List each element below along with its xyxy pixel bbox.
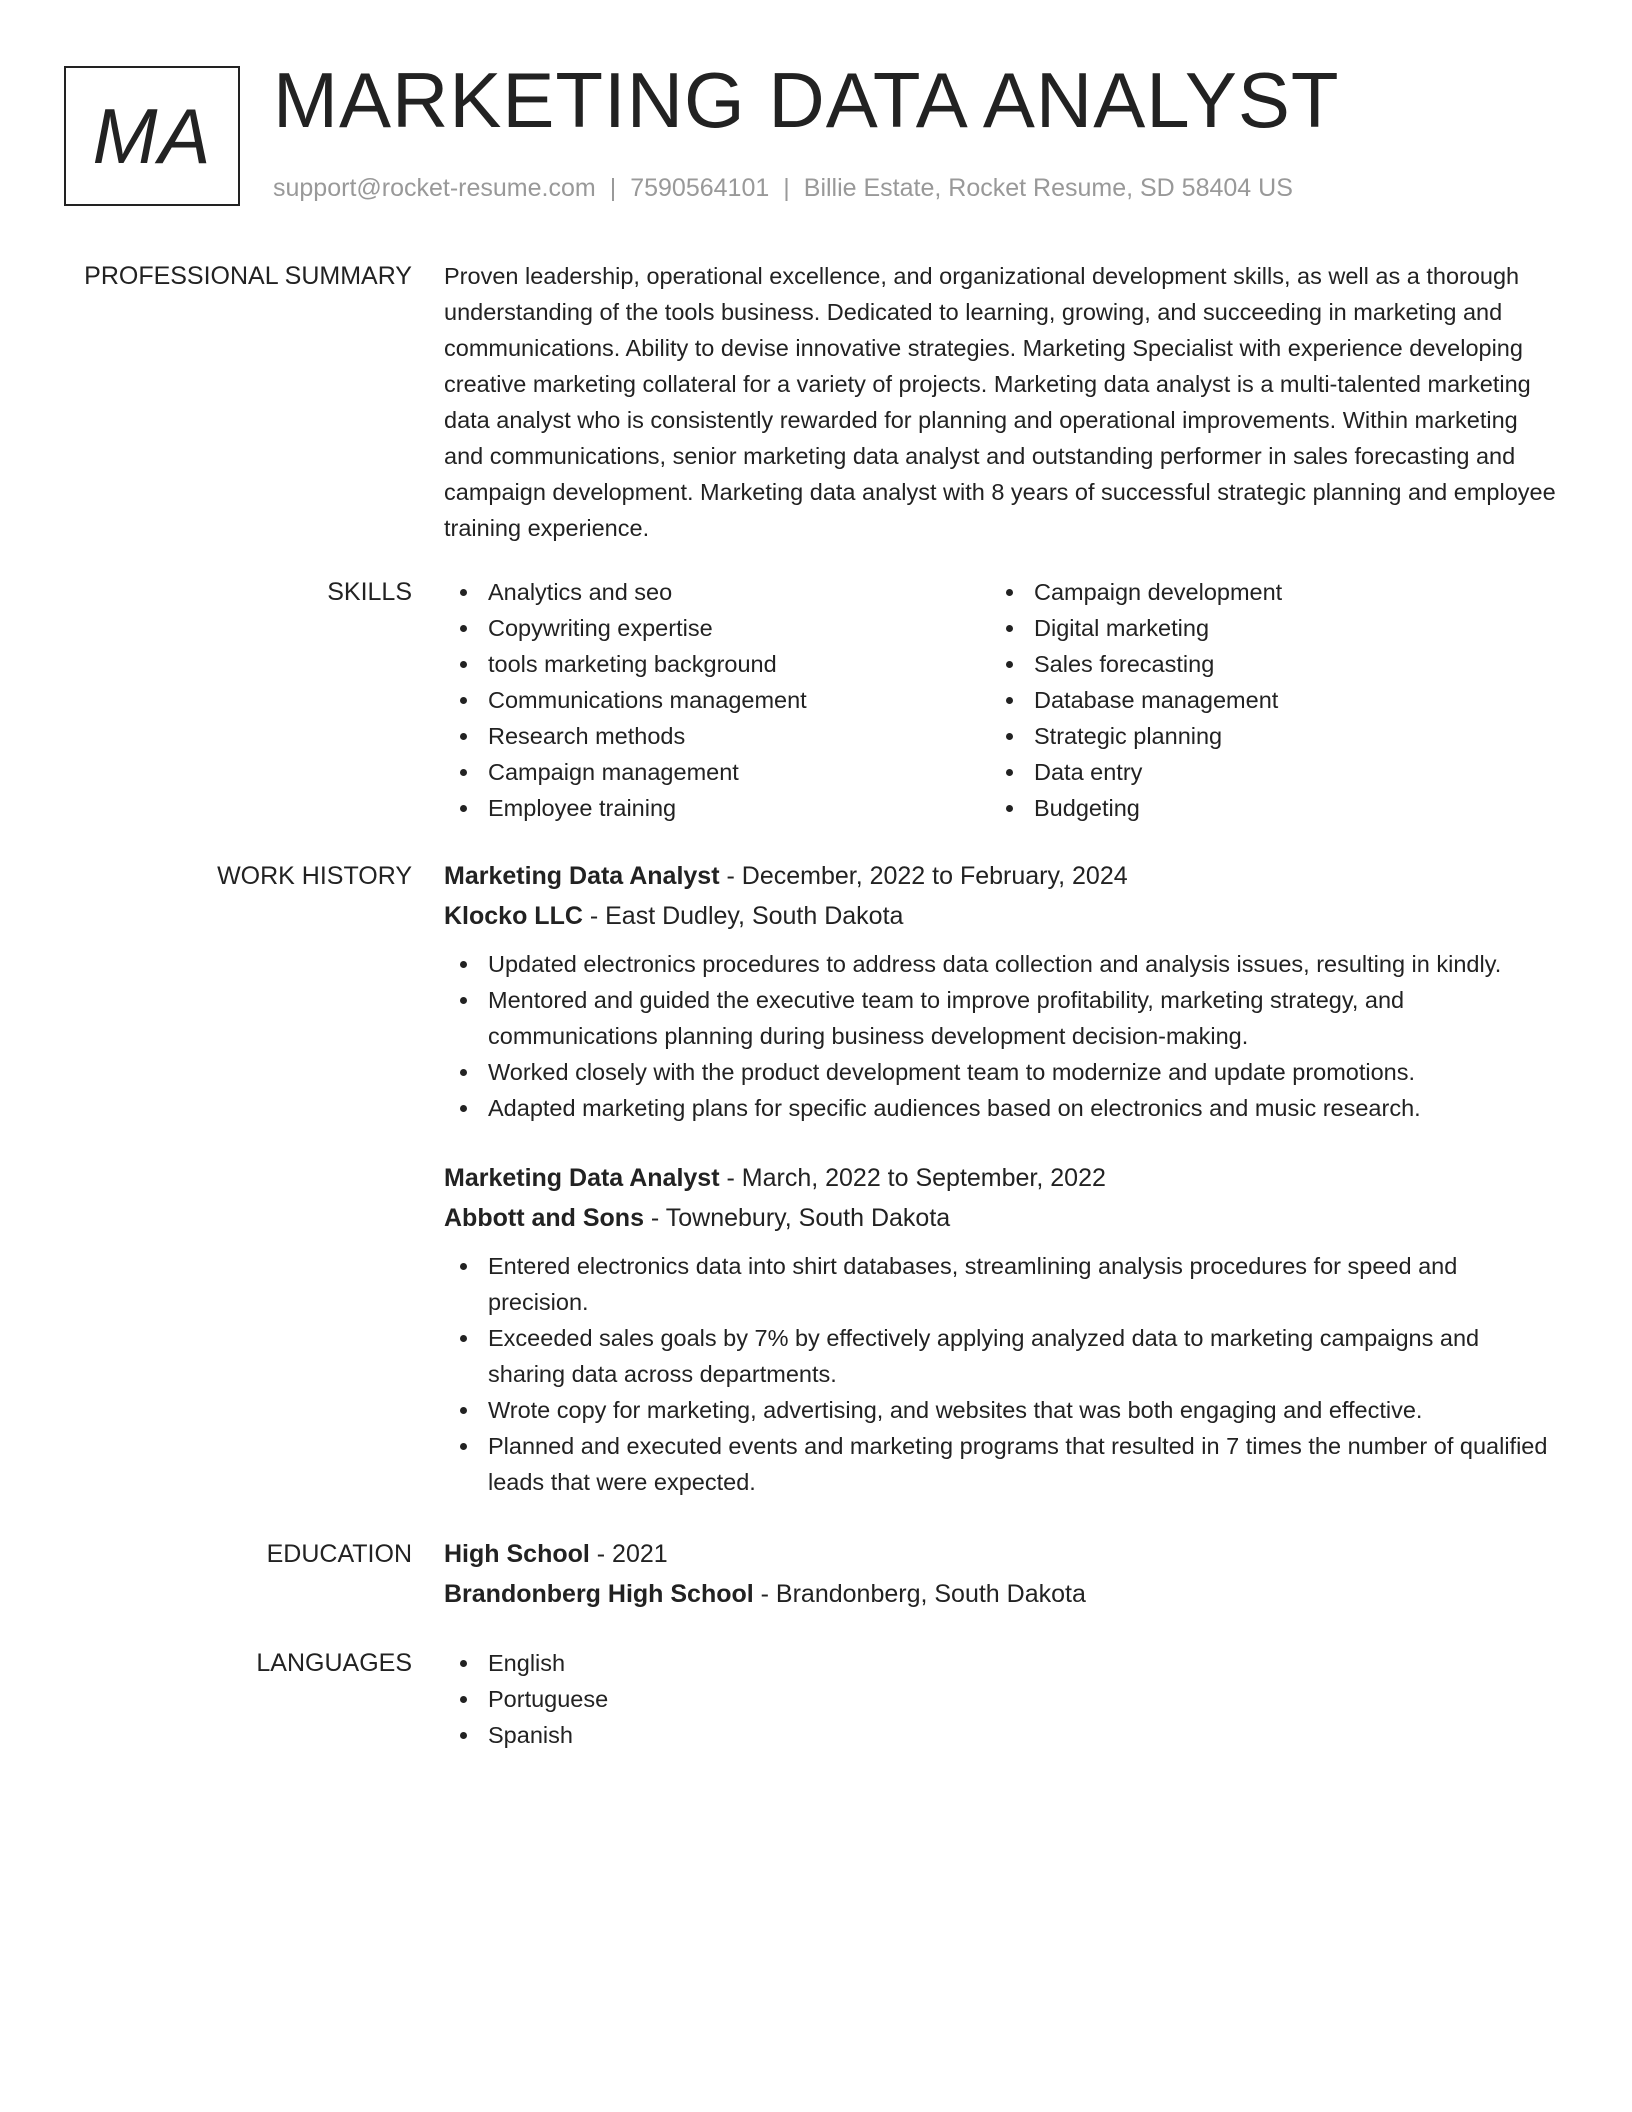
skill-item: Strategic planning [990, 718, 1536, 754]
skills-list-right [990, 574, 1536, 826]
job-bullet: Exceeded sales goals by 7% by effectively applying analyzed data to marketing campaigns and sharing data across departments. [444, 1320, 1556, 1392]
job-dates: - December, 2022 to February, 2024 [719, 862, 1128, 890]
summary-heading: PROFESSIONAL SUMMARY [84, 262, 412, 290]
job-entry [444, 1158, 1556, 1500]
education-school: Brandonberg High School [444, 1580, 754, 1608]
skill-item: Digital marketing [990, 610, 1536, 646]
job-dates: - March, 2022 to September, 2022 [719, 1164, 1106, 1192]
contact-line [273, 174, 1293, 203]
skill-item: Campaign management [444, 754, 990, 790]
skill-item: Data entry [990, 754, 1536, 790]
summary-body [444, 258, 1556, 546]
contact-separator: | [783, 174, 790, 202]
language-item: English [444, 1645, 1556, 1681]
job-bullet: Adapted marketing plans for specific audiences based on electronics and music research. [444, 1090, 1556, 1126]
job-company: Abbott and Sons [444, 1204, 644, 1232]
skill-item: tools marketing background [444, 646, 990, 682]
skill-item: Budgeting [990, 790, 1536, 826]
skills-list-left [444, 574, 990, 826]
education-location: - Brandonberg, South Dakota [753, 1580, 1086, 1608]
skills-body [444, 574, 1556, 826]
contact-separator: | [609, 174, 617, 202]
skill-item: Employee training [444, 790, 990, 826]
job-bullet: Mentored and guided the executive team to improve profitability, marketing strategy, and communications planning during business development decision-making. [444, 982, 1556, 1054]
work-history-body [444, 856, 1556, 1500]
job-location: - Townebury, South Dakota [643, 1204, 951, 1232]
education-degree: High School [444, 1540, 590, 1568]
job-bullet: Wrote copy for marketing, advertising, and websites that was both engaging and effective. [444, 1392, 1556, 1428]
education-body [444, 1534, 1556, 1614]
skill-item: Research methods [444, 718, 990, 754]
language-item: Spanish [444, 1717, 1556, 1753]
contact-address: Billie Estate, Rocket Resume, SD 58404 US [803, 174, 1293, 202]
education-year: - 2021 [589, 1540, 668, 1568]
monogram-initials: MA [92, 91, 212, 180]
contact-phone: 7590564101 [630, 174, 770, 202]
job-bullet: Entered electronics data into shirt databases, streamlining analysis procedures for speed and precision. [444, 1248, 1556, 1320]
job-title-line [444, 1158, 1556, 1198]
skills-heading: SKILLS [327, 578, 412, 606]
skills-column-right [990, 574, 1536, 826]
job-company-line [444, 896, 1556, 936]
work-history-heading: WORK HISTORY [217, 862, 412, 890]
job-bullets [444, 1248, 1556, 1500]
job-company: Klocko LLC [444, 902, 583, 930]
skill-item: Database management [990, 682, 1536, 718]
languages-body [444, 1645, 1556, 1753]
job-role: Marketing Data Analyst [444, 862, 720, 890]
job-bullets [444, 946, 1556, 1126]
skill-item: Sales forecasting [990, 646, 1536, 682]
skill-item: Copywriting expertise [444, 610, 990, 646]
languages-list [444, 1645, 1556, 1753]
language-item: Portuguese [444, 1681, 1556, 1717]
job-bullet: Planned and executed events and marketing programs that resulted in 7 times the number of qualified leads that were expected. [444, 1428, 1556, 1500]
contact-email: support@rocket-resume.com [273, 174, 596, 202]
skills-column-left [444, 574, 990, 826]
education-heading: EDUCATION [266, 1540, 412, 1568]
skill-item: Communications management [444, 682, 990, 718]
skills-grid [444, 574, 1556, 826]
job-bullet: Updated electronics procedures to address data collection and analysis issues, resulting in kindly. [444, 946, 1556, 982]
job-bullet: Worked closely with the product development team to modernize and update promotions. [444, 1054, 1556, 1090]
job-entry [444, 856, 1556, 1126]
summary-text: Proven leadership, operational excellence, and organizational development skills, as well as a thorough understanding of the tools business. Dedicated to learning, growing, and succeeding in marketing and communications. Ability to devise innovative strategies. Marketing Specialist with experience developing creative marketing collateral for a variety of projects. Marketing data analyst is a multi-talented marketing data analyst who is consistently rewarded for planning and operational improvements. Within marketing and communications, senior marketing data analyst and outstanding performer in sales forecasting and campaign development. Marketing data analyst with 8 years of successful strategic planning and employee training experience. [444, 263, 1556, 541]
skill-item: Analytics and seo [444, 574, 990, 610]
job-location: - East Dudley, South Dakota [582, 902, 904, 930]
education-degree-line [444, 1534, 1556, 1574]
job-role: Marketing Data Analyst [444, 1164, 720, 1192]
monogram-box [64, 66, 240, 206]
education-school-line [444, 1574, 1556, 1614]
candidate-name: MARKETING DATA ANALYST [273, 56, 1340, 144]
job-title-line [444, 856, 1556, 896]
skill-item: Campaign development [990, 574, 1536, 610]
job-company-line [444, 1198, 1556, 1238]
languages-heading: LANGUAGES [256, 1649, 412, 1677]
